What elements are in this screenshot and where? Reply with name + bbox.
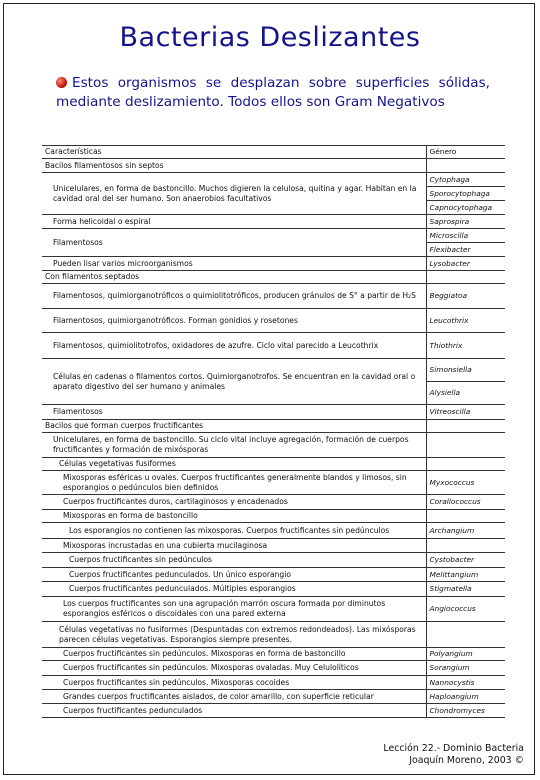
row-characteristic: Cuerpos fructificantes sin pedúnculos. Mixosporas cocoides bbox=[42, 676, 426, 690]
table-row bbox=[42, 359, 505, 382]
slide-title: Bacterias Deslizantes bbox=[119, 22, 421, 53]
row-genus: Myxococcus bbox=[426, 471, 505, 495]
row-genus: Nannocystis bbox=[426, 676, 505, 690]
intro-paragraph bbox=[56, 74, 490, 112]
row-characteristic: Filamentosos bbox=[42, 405, 426, 420]
table-row bbox=[42, 159, 505, 173]
intro-text: Estos organismos se desplazan sobre superficies sólidas, mediante deslizamiento. Todos ellos son Gram Negativos bbox=[56, 75, 490, 110]
row-genus bbox=[426, 271, 505, 284]
table-row bbox=[42, 553, 505, 568]
table-row bbox=[42, 661, 505, 676]
row-characteristic: Cuerpos fructificantes duros, cartilaginosos y encadenados bbox=[42, 495, 426, 510]
row-genus: Microscilla bbox=[426, 229, 505, 243]
table-row bbox=[42, 523, 505, 539]
table-row bbox=[42, 539, 505, 553]
table-row bbox=[42, 173, 505, 187]
row-genus: Corallococcus bbox=[426, 495, 505, 510]
row-characteristic: Cuerpos fructificantes pedunculados. Un único esporangio bbox=[42, 568, 426, 582]
table-row bbox=[42, 284, 505, 309]
table-row bbox=[42, 676, 505, 690]
table-row bbox=[42, 597, 505, 622]
row-genus: Cystobacter bbox=[426, 553, 505, 568]
footer-lesson: Lección 22.- Dominio Bacteria bbox=[383, 743, 524, 754]
row-characteristic: Forma helicoidal o espiral bbox=[42, 215, 426, 229]
table-row bbox=[42, 229, 505, 243]
table-row bbox=[42, 690, 505, 704]
row-characteristic: Cuerpos fructificantes sin pedúnculos. Mixosporas en forma de bastoncillo bbox=[42, 648, 426, 661]
row-genus: Thiothrix bbox=[426, 333, 505, 359]
row-genus: Polyangium bbox=[426, 648, 505, 661]
table-row bbox=[42, 495, 505, 510]
row-genus: Capnocytophaga bbox=[426, 201, 505, 215]
row-genus: Simonsiella bbox=[426, 359, 505, 382]
table-row bbox=[42, 333, 505, 359]
table-row bbox=[42, 510, 505, 523]
row-characteristic: Filamentosos, quimiolitotrofos, oxidadores de azufre. Ciclo vital parecido a Leucothrix bbox=[42, 333, 426, 359]
row-characteristic: Bacilos filamentosos sin septos bbox=[42, 159, 426, 173]
table-row bbox=[42, 433, 505, 458]
row-genus: Vitreoscilla bbox=[426, 405, 505, 420]
header-characteristics: Características bbox=[42, 146, 426, 159]
row-characteristic: Los esporangios no contienen las mixosporas. Cuerpos fructificantes sin pedúnculos bbox=[42, 523, 426, 539]
row-genus: Lysobacter bbox=[426, 257, 505, 271]
row-genus bbox=[426, 458, 505, 471]
row-characteristic: Filamentosos bbox=[42, 229, 426, 257]
row-characteristic: Células vegetativas no fusiformes (Despuntadas con extremos redondeados). Las mixósporas parecen células vegetativas. Esporangios siempre presentes. bbox=[42, 622, 426, 648]
row-characteristic: Pueden lisar varios microorganismos bbox=[42, 257, 426, 271]
row-genus: Haploangium bbox=[426, 690, 505, 704]
row-characteristic: Cuerpos fructificantes sin pedúnculos. Mixosporas ovaladas. Muy Celulolíticos bbox=[42, 661, 426, 676]
footer-author: Joaquín Moreno, 2003 © bbox=[409, 755, 524, 766]
row-genus: Angiococcus bbox=[426, 597, 505, 622]
row-characteristic: Los cuerpos fructificantes son una agrupación marrón oscura formada por diminutos esporangios esféricos o discoidales con una pared externa bbox=[42, 597, 426, 622]
row-characteristic: Células en cadenas o filamentos cortos. Quimiorganotrofos. Se encuentran en la cavidad oral o aparato digestivo del ser humano y animales bbox=[42, 359, 426, 405]
row-characteristic: Células vegetativas fusiformes bbox=[42, 458, 426, 471]
footer-credit bbox=[383, 743, 524, 767]
row-genus bbox=[426, 622, 505, 648]
row-characteristic: Unicelulares, en forma de bastoncillo. Muchos digieren la celulosa, quitina y agar. Habitan en la cavidad oral del ser humano. Son anaerobios facultativos bbox=[42, 173, 426, 215]
row-characteristic: Cuerpos fructificantes pedunculados. Múltiples esporangios bbox=[42, 582, 426, 597]
row-genus: Melittangium bbox=[426, 568, 505, 582]
row-genus: Cytophaga bbox=[426, 173, 505, 187]
table-header-row bbox=[42, 146, 505, 159]
row-genus: Chondromyces bbox=[426, 704, 505, 718]
table-row bbox=[42, 648, 505, 661]
table-row bbox=[42, 420, 505, 433]
row-genus: Flexibacter bbox=[426, 243, 505, 257]
row-genus bbox=[426, 510, 505, 523]
row-genus: Stigmatella bbox=[426, 582, 505, 597]
row-characteristic: Con filamentos septados bbox=[42, 271, 426, 284]
table-row bbox=[42, 405, 505, 420]
row-characteristic: Filamentosos, quimiorganotróficos o quimiolitotróficos, producen gránulos de S° a partir de H₂S bbox=[42, 284, 426, 309]
gliding-bacteria-table bbox=[42, 145, 505, 718]
row-genus: Sorangium bbox=[426, 661, 505, 676]
row-characteristic: Bacilos que forman cuerpos fructificantes bbox=[42, 420, 426, 433]
row-genus: Leucothrix bbox=[426, 309, 505, 333]
table-row bbox=[42, 471, 505, 495]
row-genus bbox=[426, 433, 505, 458]
red-bullet-icon bbox=[56, 77, 67, 88]
header-genus: Género bbox=[426, 146, 505, 159]
table-row bbox=[42, 704, 505, 718]
row-genus: Alysiella bbox=[426, 382, 505, 405]
row-characteristic: Filamentosos, quimiorganotróficos. Forman gonidios y rosetones bbox=[42, 309, 426, 333]
row-genus: Saprospira bbox=[426, 215, 505, 229]
row-genus bbox=[426, 159, 505, 173]
table-row bbox=[42, 568, 505, 582]
row-characteristic: Cuerpos fructificantes pedunculados bbox=[42, 704, 426, 718]
row-genus bbox=[426, 539, 505, 553]
table-row bbox=[42, 458, 505, 471]
row-characteristic: Mixosporas incrustadas en una cubierta mucilaginosa bbox=[42, 539, 426, 553]
row-characteristic: Grandes cuerpos fructificantes aislados, de color amarillo, con superficie reticular bbox=[42, 690, 426, 704]
table-row bbox=[42, 215, 505, 229]
row-characteristic: Cuerpos fructificantes sin pedúnculos bbox=[42, 553, 426, 568]
row-genus bbox=[426, 420, 505, 433]
table-row bbox=[42, 622, 505, 648]
table-row bbox=[42, 309, 505, 333]
table-row bbox=[42, 257, 505, 271]
table-row bbox=[42, 271, 505, 284]
row-characteristic: Mixosporas en forma de bastoncillo bbox=[42, 510, 426, 523]
row-characteristic: Unicelulares, en forma de bastoncillo. Su ciclo vital incluye agregación, formación de cuerpos fructificantes y formación de mixósporas bbox=[42, 433, 426, 458]
row-genus: Archangium bbox=[426, 523, 505, 539]
row-genus: Sporocytophaga bbox=[426, 187, 505, 201]
table-row bbox=[42, 582, 505, 597]
row-characteristic: Mixosporas esféricas u ovales. Cuerpos fructificantes generalmente blandos y limosos, sin esporangios o pedúnculos bien definidos bbox=[42, 471, 426, 495]
row-genus: Beggiatoa bbox=[426, 284, 505, 309]
